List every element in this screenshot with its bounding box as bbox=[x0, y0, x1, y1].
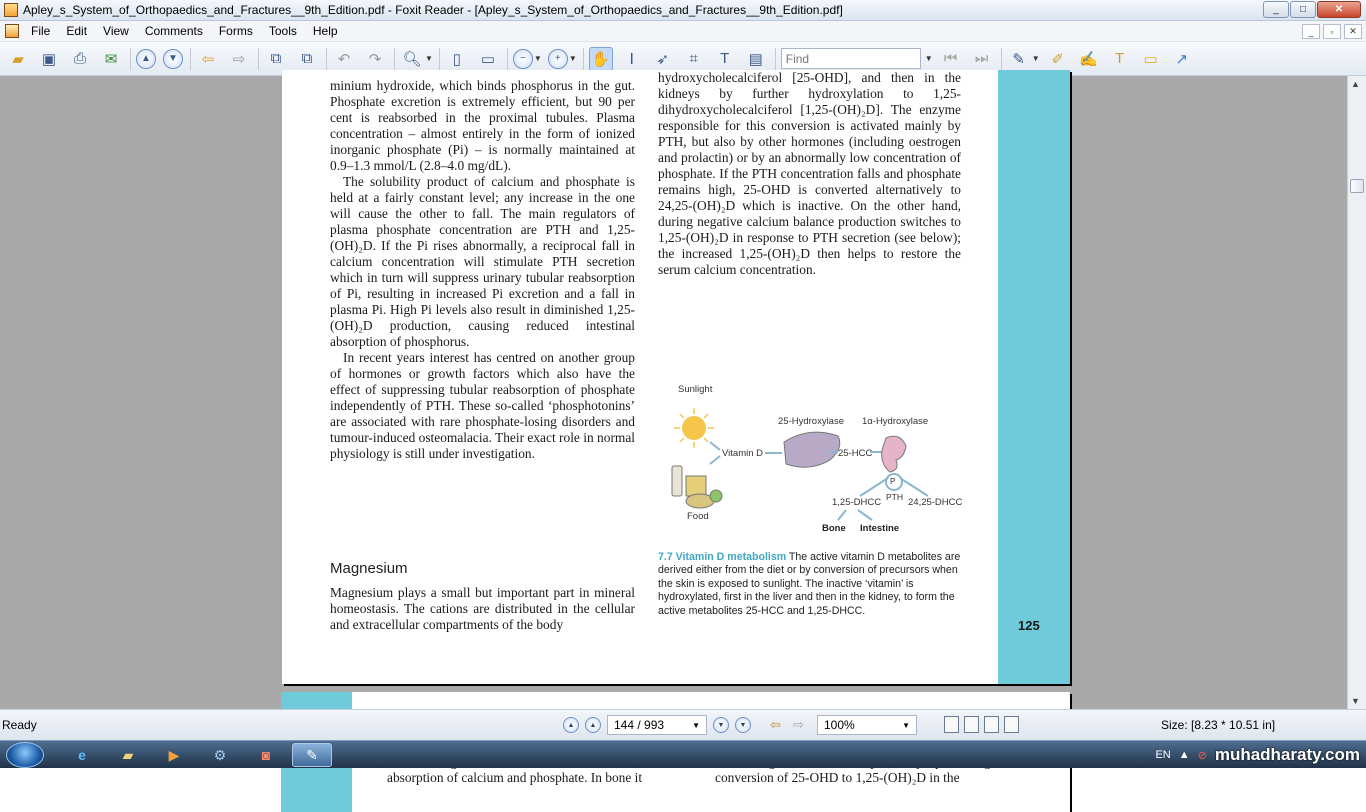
25-hcc-label: 25-HCC bbox=[838, 448, 873, 459]
section-heading-magnesium: Magnesium bbox=[330, 560, 408, 577]
find-next-icon[interactable]: ⏭ bbox=[974, 50, 989, 67]
toolbar-separator bbox=[326, 48, 327, 70]
menu-edit[interactable]: Edit bbox=[66, 23, 88, 38]
menu-file[interactable]: File bbox=[31, 23, 51, 38]
food-icon bbox=[672, 466, 722, 508]
status-bar bbox=[0, 709, 1366, 740]
prev-page-icon[interactable]: ▲ bbox=[136, 49, 156, 69]
toolbar-separator bbox=[507, 48, 508, 70]
chevron-down-icon[interactable]: ▼ bbox=[924, 54, 933, 63]
2425-dhcc-label: 24,25-DHCC bbox=[908, 497, 963, 508]
internet-explorer-icon[interactable]: e bbox=[78, 747, 86, 763]
figure-caption bbox=[658, 551, 961, 618]
fit-width-icon[interactable]: ▭ bbox=[480, 50, 496, 68]
toolbar-separator bbox=[258, 48, 259, 70]
back-icon[interactable]: ⇦ bbox=[201, 50, 215, 68]
pth-label: PTH bbox=[886, 492, 903, 502]
food-label: Food bbox=[687, 511, 709, 522]
paragraph: In recent years interest has centred on another group of hormones or growth factors which also have the effect of suppressing tubular reabsorption of phosphate independently of PTH. These so-called ‘phosphotonins’ are associated with rare phosphate-losing disorders and tumour-induced osteomalacia. Their exact role in normal physiology is still under investigation. bbox=[330, 350, 635, 461]
page-indicator: 144 / 993 bbox=[614, 718, 665, 732]
single-page-icon[interactable] bbox=[944, 716, 959, 733]
undo-icon[interactable]: ↶ bbox=[337, 50, 351, 68]
toolbar-separator bbox=[190, 48, 191, 70]
find-prev-icon[interactable]: ⏮ bbox=[943, 50, 958, 67]
arrow-icon bbox=[710, 442, 720, 450]
chevron-down-icon[interactable]: ▼ bbox=[533, 54, 542, 63]
arrow-icon[interactable]: ↗ bbox=[1175, 50, 1188, 68]
toolbar-separator bbox=[775, 48, 776, 70]
snapshot-icon[interactable]: ⌗ bbox=[689, 50, 698, 67]
select-text-icon[interactable]: Ⅰ bbox=[629, 50, 634, 68]
select-icon[interactable]: ➶ bbox=[656, 50, 670, 68]
typewriter-icon[interactable]: T bbox=[720, 50, 730, 67]
zoom-in-icon[interactable]: + bbox=[548, 49, 568, 69]
zoom-icon[interactable]: 🔍︎ bbox=[402, 50, 422, 68]
25-hydroxylase-label: 25-Hydroxylase bbox=[778, 416, 844, 427]
magnesium-paragraph: Magnesium plays a small but important part in mineral homeostasis. The cations are distributed in the cellular and extracellular compartments of the body bbox=[330, 585, 635, 632]
page-number: 125 bbox=[1018, 618, 1040, 633]
image-icon[interactable]: ▤ bbox=[748, 50, 763, 68]
vitamin-d-metabolism-figure bbox=[660, 376, 965, 546]
page2-left-text: absorption of calcium and phosphate. In bone it bbox=[387, 770, 643, 785]
window-title: Apley_s_System_of_Orthopaedics_and_Fractures__9th_Edition.pdf - Foxit Reader - [Apley_s_System_of_Orthopaedics_and_Fractures__9th_Edition.pdf] bbox=[23, 3, 843, 17]
menu-comments[interactable]: Comments bbox=[144, 23, 203, 38]
next-page-icon[interactable]: ▼ bbox=[163, 49, 183, 69]
page-size: Size: [8.23 * 10.51 in] bbox=[1161, 718, 1276, 732]
title-bar bbox=[0, 0, 1366, 21]
fit-page-icon[interactable]: ▯ bbox=[452, 50, 462, 68]
find-input[interactable] bbox=[781, 48, 921, 69]
zoom-level: 100% bbox=[824, 718, 855, 732]
network-icon[interactable]: ⚙ bbox=[213, 746, 227, 763]
media-player-icon[interactable]: ▶ bbox=[168, 746, 180, 763]
tray-app-icon[interactable]: ⊘ bbox=[1197, 749, 1207, 762]
hand-tool-icon[interactable]: ✋ bbox=[589, 47, 613, 71]
paragraph: minium hydroxide, which binds phosphorus in the gut. Phosphate excretion is extremely efficient, but 90 per cent is reabsorbed in the proximal tubules. Plasma concentration – almost entirely in the form of ionized inorganic phosphate (Pi) – is normally maintained at 0.9–1.3 mmol/L (2.8–4.0 mg/dL). bbox=[330, 78, 635, 173]
prev-page-icon[interactable]: ▲ bbox=[585, 717, 601, 733]
arrow-icon bbox=[858, 510, 872, 520]
callout-icon[interactable]: ▭ bbox=[1143, 50, 1158, 68]
toolbar-separator bbox=[394, 48, 395, 70]
chevron-down-icon[interactable]: ▼ bbox=[692, 721, 700, 730]
document-window-controls bbox=[1302, 24, 1362, 39]
page-navigation bbox=[563, 715, 751, 735]
zoom-select[interactable] bbox=[817, 715, 917, 735]
maximize-button[interactable]: □ bbox=[1290, 1, 1316, 18]
arrow-icon bbox=[860, 478, 888, 496]
language-indicator[interactable]: EN bbox=[1155, 749, 1171, 761]
vitamin-d-label: Vitamin D bbox=[722, 448, 764, 459]
window-controls bbox=[1263, 1, 1361, 18]
paragraph: The solubility product of calcium and phosphate is held at a fairly constant level; any increase in the one will cause the other to fall. The main regulators of plasma phosphate concentration are PTH and 1,25-(OH)₂D. If the Pi rises abnormally, a reciprocal fall in calcium concentration will stimulate PTH secretion which in turn will suppress urinary tubular reabsorption of Pi, resulting in increased Pi excretion and a fall in plasma Pi. High Pi levels also result in diminished 1,25-(OH)₂D production, causing reduced intestinal absorption of phosphorus. bbox=[330, 174, 635, 349]
1a-hydroxylase-label: 1α-Hydroxylase bbox=[862, 416, 929, 427]
windows-taskbar bbox=[0, 740, 1366, 768]
continuous-facing-icon[interactable] bbox=[1004, 716, 1019, 733]
zoom-out-icon[interactable]: − bbox=[513, 49, 533, 69]
comment-icon[interactable]: ✎ bbox=[1012, 50, 1025, 68]
page-add-icon[interactable]: ⧉ bbox=[270, 50, 282, 67]
print-icon[interactable]: ⎙ bbox=[73, 50, 86, 67]
highlight-icon[interactable]: ✐ bbox=[1051, 50, 1064, 68]
forward-icon[interactable]: ⇨ bbox=[793, 717, 804, 732]
scroll-up-icon[interactable]: ▲ bbox=[1351, 79, 1360, 89]
doc-minimize-button[interactable]: _ bbox=[1302, 24, 1320, 39]
menu-forms[interactable]: Forms bbox=[218, 23, 253, 38]
bone-label: Bone bbox=[822, 523, 846, 534]
page-indicator-field[interactable] bbox=[607, 715, 707, 735]
page-extract-icon[interactable]: ⧉ bbox=[301, 50, 313, 67]
page2-right-text: conversion of 25-OHD to 1,25-(OH)₂D in the bbox=[715, 770, 960, 785]
first-page-icon[interactable]: ▲ bbox=[563, 717, 579, 733]
start-button[interactable] bbox=[6, 742, 44, 768]
app-icon[interactable]: ◙ bbox=[261, 747, 271, 763]
arrow-icon bbox=[900, 478, 928, 496]
phosphate-label: P bbox=[890, 477, 896, 486]
liver-icon bbox=[784, 432, 840, 467]
foxit-app-icon bbox=[4, 3, 18, 17]
125-dhcc-label: 1,25-DHCC bbox=[832, 497, 882, 508]
menu-help[interactable]: Help bbox=[312, 23, 338, 38]
chevron-down-icon[interactable]: ▼ bbox=[425, 54, 433, 63]
continuous-icon[interactable] bbox=[964, 716, 979, 733]
arrow-icon bbox=[838, 510, 846, 520]
toolbar-separator bbox=[583, 48, 584, 70]
kidney-icon bbox=[882, 436, 906, 472]
chapter-side-bar bbox=[998, 70, 1070, 684]
toolbar-separator bbox=[1001, 48, 1002, 70]
chevron-down-icon[interactable]: ▼ bbox=[1031, 54, 1040, 63]
system-tray bbox=[1155, 741, 1366, 769]
back-icon[interactable]: ⇦ bbox=[770, 717, 781, 732]
caption-title: 7.7 Vitamin D metabolism bbox=[658, 551, 787, 563]
chevron-down-icon[interactable]: ▼ bbox=[568, 54, 577, 63]
close-button[interactable]: ✕ bbox=[1317, 1, 1361, 18]
document-menu-icon[interactable] bbox=[5, 24, 19, 38]
status-ready: Ready bbox=[2, 718, 37, 732]
sun-icon bbox=[674, 408, 714, 448]
textbox-icon[interactable]: T bbox=[1115, 50, 1125, 67]
chevron-down-icon[interactable]: ▼ bbox=[902, 721, 910, 730]
vertical-scrollbar[interactable] bbox=[1347, 76, 1366, 709]
last-page-icon[interactable]: ▼ bbox=[735, 717, 751, 733]
doc-restore-button[interactable]: ▫ bbox=[1323, 24, 1341, 39]
forward-icon[interactable]: ⇨ bbox=[232, 50, 246, 68]
watermark-text: muhadharaty.com bbox=[1214, 745, 1360, 764]
menu-bar bbox=[0, 21, 1366, 42]
sunlight-label: Sunlight bbox=[678, 384, 713, 395]
scrollbar-thumb[interactable] bbox=[1350, 179, 1364, 193]
foxit-taskbar-icon[interactable]: ✎ bbox=[292, 743, 332, 767]
redo-icon[interactable]: ↷ bbox=[368, 50, 382, 68]
open-folder-icon[interactable]: ▰ bbox=[12, 50, 24, 68]
pdf-page-125 bbox=[282, 70, 1070, 684]
page-layout-buttons bbox=[944, 716, 1019, 733]
left-column-text bbox=[330, 78, 635, 462]
facing-icon[interactable] bbox=[984, 716, 999, 733]
save-icon[interactable]: ▣ bbox=[41, 50, 57, 68]
minimize-button[interactable]: _ bbox=[1263, 1, 1289, 18]
file-explorer-icon[interactable]: ▰ bbox=[122, 746, 134, 763]
next-page-icon[interactable]: ▼ bbox=[713, 717, 729, 733]
scroll-down-icon[interactable]: ▼ bbox=[1351, 696, 1360, 706]
toolbar-separator bbox=[439, 48, 440, 70]
right-column-text: hydroxycholecalciferol [25-OHD], and then in the kidneys by further hydroxylation to 1,25-dihydroxycholecalciferol [1,25-(OH)₂D]. The enzyme responsible for this conversion is activated mainly by PTH, but also by other hormones (including oestrogen and prolactin) or by an abnormally low concentration of phosphate. If the PTH concentration falls and phosphate remains high, 25-OHD is converted alternatively to 24,25-(OH)₂D which is inactive. On the other hand, during negative calcium balance production switches to 1,25-(OH)₂D in response to PTH secretion (see below); the increased 1,25-(OH)₂D then helps to restore the serum calcium concentration. bbox=[658, 70, 961, 277]
arrow-icon bbox=[710, 456, 720, 464]
doc-close-button[interactable]: ✕ bbox=[1344, 24, 1362, 39]
intestine-label: Intestine bbox=[860, 523, 900, 534]
menu-tools[interactable]: Tools bbox=[268, 23, 297, 38]
toolbar-separator bbox=[130, 48, 131, 70]
note-icon[interactable]: ✍ bbox=[1079, 50, 1098, 68]
tray-expand-icon[interactable]: ▲ bbox=[1178, 749, 1190, 761]
caption-text: The active vitamin D metabolites are derived either from the diet or by conversion of precursors when the skin is exposed to sunlight. The inactive ‘vitamin’ is hydroxylated, first in the liver and then in the kidney, to form the active metabolites 25-HCC and 1,25-DHCC. bbox=[658, 551, 961, 617]
email-icon[interactable]: ✉ bbox=[104, 50, 118, 68]
menu-view[interactable]: View bbox=[103, 23, 129, 38]
